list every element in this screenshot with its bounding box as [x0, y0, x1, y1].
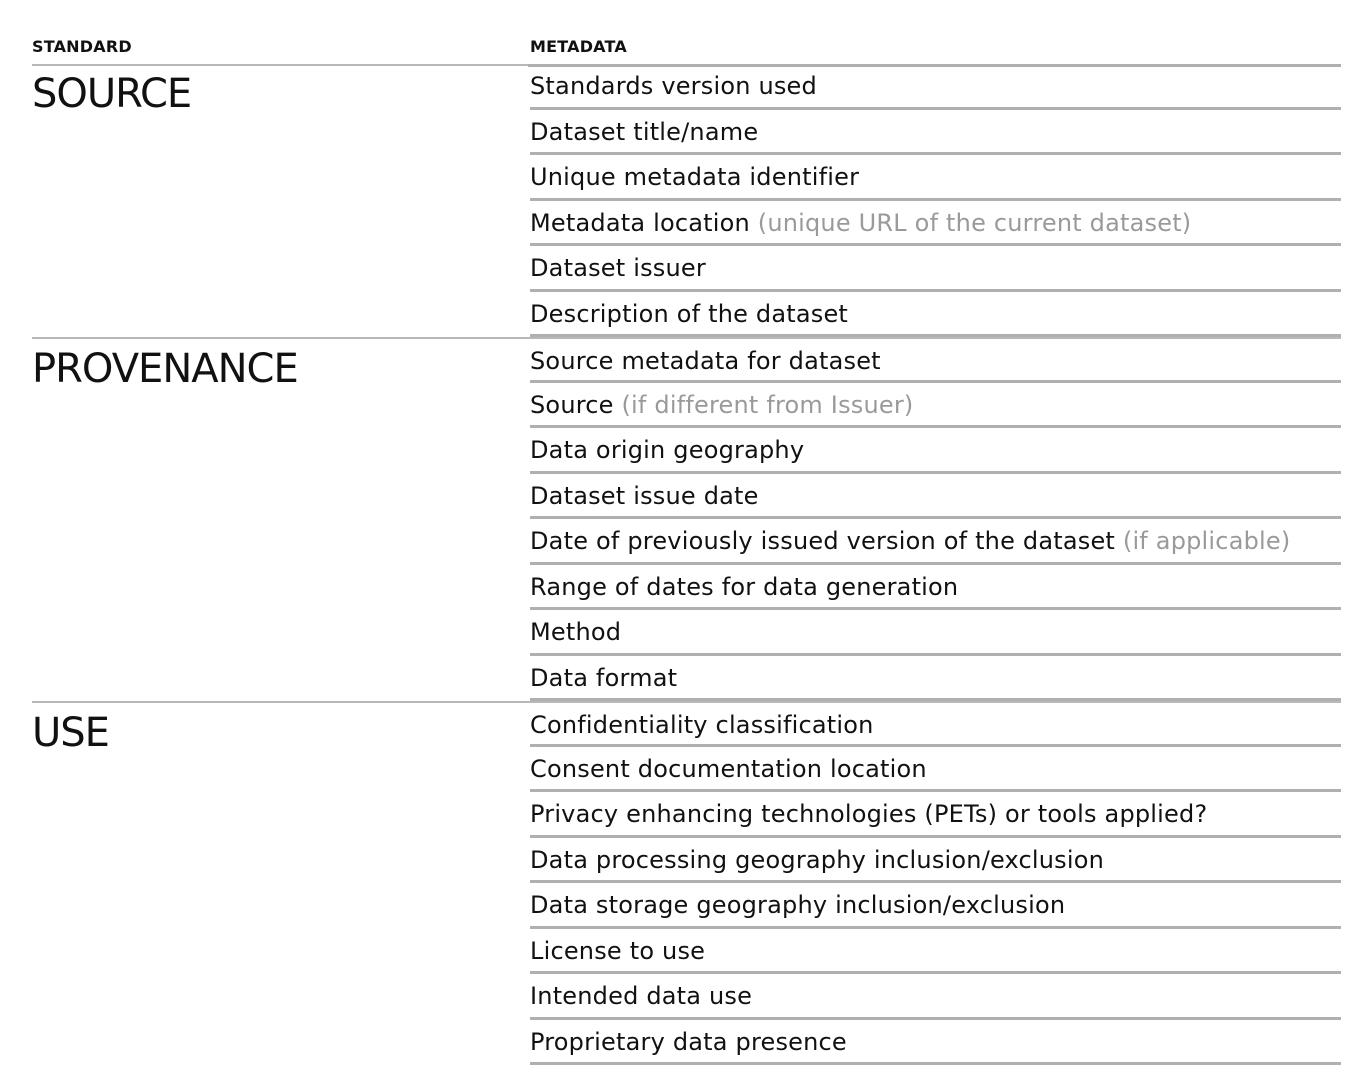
- metadata-item-label: Data processing geography inclusion/exclusion: [530, 845, 1105, 874]
- metadata-item-label: Intended data use: [530, 982, 753, 1010]
- metadata-item: [530, 747, 1341, 793]
- standard-name: SOURCE: [32, 71, 192, 117]
- metadata-item: [530, 610, 1341, 656]
- metadata-item: [530, 201, 1341, 247]
- metadata-item: [530, 703, 1341, 747]
- metadata-item-label: Dataset title/name: [530, 117, 759, 146]
- metadata-item-label: Proprietary data presence: [530, 1027, 847, 1056]
- standard-column-header: STANDARD: [32, 37, 132, 56]
- standard-section-provenance: [32, 337, 1341, 701]
- metadata-item: [530, 792, 1341, 838]
- metadata-list: [530, 64, 1341, 337]
- metadata-item-label: Date of previously issued version of the dataset: [530, 527, 1116, 555]
- standard-name: PROVENANCE: [32, 346, 298, 392]
- metadata-item-label: Privacy enhancing technologies (PETs) or tools applied?: [530, 800, 1208, 828]
- metadata-item: [530, 974, 1341, 1020]
- metadata-standards-table: [32, 0, 1341, 1065]
- metadata-item-label: Range of dates for data generation: [530, 572, 959, 601]
- metadata-item: [530, 838, 1341, 884]
- metadata-item: [530, 929, 1341, 975]
- metadata-item-label: Consent documentation location: [530, 754, 927, 783]
- metadata-item-label: Description of the dataset: [530, 299, 849, 328]
- metadata-item-label: Data storage geography inclusion/exclusion: [530, 891, 1066, 919]
- metadata-item: [530, 246, 1341, 292]
- metadata-item-note: (if different from Issuer): [621, 390, 914, 419]
- metadata-item-label: Unique metadata identifier: [530, 163, 860, 191]
- metadata-item-label: Data format: [530, 663, 678, 692]
- metadata-item-label: Method: [530, 618, 622, 646]
- metadata-item-note: (unique URL of the current dataset): [757, 208, 1192, 237]
- metadata-item-label: Source metadata for dataset: [530, 347, 881, 375]
- metadata-item-label: Dataset issuer: [530, 254, 706, 282]
- table-header: [32, 0, 1341, 64]
- metadata-column-header: METADATA: [530, 37, 627, 56]
- standard-name: USE: [32, 710, 109, 756]
- metadata-item-label: Standards version used: [530, 72, 817, 100]
- metadata-item-note: (if applicable): [1122, 527, 1291, 555]
- metadata-list: [530, 703, 1341, 1065]
- metadata-item: [530, 656, 1341, 702]
- metadata-item: [530, 110, 1341, 156]
- metadata-item: [530, 519, 1341, 565]
- metadata-item: [530, 339, 1341, 383]
- metadata-item: [530, 428, 1341, 474]
- metadata-item: [530, 383, 1341, 429]
- table-body: [32, 64, 1341, 1065]
- metadata-item-label: Metadata location: [530, 208, 750, 237]
- metadata-item-label: License to use: [530, 936, 706, 965]
- metadata-item: [530, 64, 1341, 110]
- metadata-item: [530, 565, 1341, 611]
- standard-section-use: [32, 701, 1341, 1065]
- metadata-item-label: Dataset issue date: [530, 481, 759, 510]
- metadata-item-label: Data origin geography: [530, 436, 805, 464]
- metadata-item: [530, 155, 1341, 201]
- metadata-item: [530, 1020, 1341, 1066]
- metadata-list: [530, 339, 1341, 701]
- metadata-item: [530, 883, 1341, 929]
- standard-section-source: [32, 64, 1341, 337]
- metadata-item-label: Confidentiality classification: [530, 711, 874, 739]
- metadata-item-label: Source: [530, 390, 614, 419]
- metadata-item: [530, 292, 1341, 338]
- metadata-item: [530, 474, 1341, 520]
